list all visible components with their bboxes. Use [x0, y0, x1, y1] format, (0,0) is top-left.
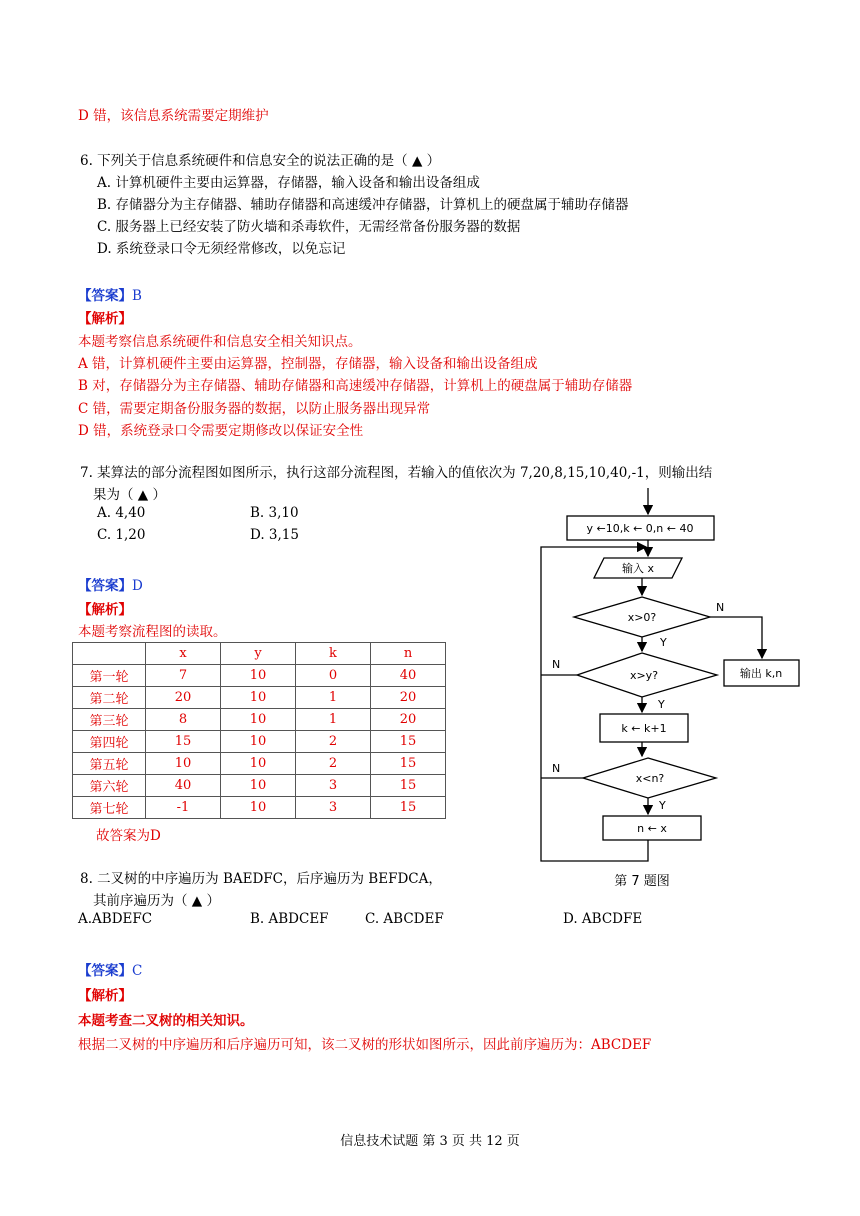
table-cell: 第五轮 [73, 753, 146, 775]
answer-value: D [132, 578, 143, 594]
q6-option-b: B. 存储器分为主存储器、辅助存储器和高速缓冲存储器，计算机上的硬盘属于辅助存储器 [97, 197, 629, 213]
q7-option-d: D. 3,15 [250, 527, 299, 543]
q7-option-b: B. 3,10 [250, 505, 299, 521]
table-cell: 15 [371, 753, 446, 775]
table-cell: 10 [221, 665, 296, 687]
q8-analysis-bold: 本题考查二叉树的相关知识。 [78, 1013, 254, 1029]
q6-analysis-line: A 错，计算机硬件主要由运算器，控制器，存储器，输入设备和输出设备组成 [78, 356, 538, 372]
yes-label: Y [660, 636, 667, 649]
q8-option-c: C. ABCDEF [365, 911, 444, 927]
init-text: y ←10,k ← 0,n ← 40 [586, 522, 694, 535]
table-cell: 8 [146, 709, 221, 731]
page-footer: 信息技术试题 第 3 页 共 12 页 [340, 1134, 520, 1149]
table-cell: 10 [221, 775, 296, 797]
table-cell: 1 [296, 709, 371, 731]
cond1-text: x>0? [627, 611, 657, 624]
q6-analysis-line: B 对，存储器分为主存储器、辅助存储器和高速缓冲存储器，计算机上的硬盘属于辅助存储器 [78, 378, 633, 394]
table-cell: 第四轮 [73, 731, 146, 753]
table-cell: -1 [146, 797, 221, 819]
q7-option-a: A. 4,40 [97, 505, 146, 521]
table-cell: 10 [221, 709, 296, 731]
table-cell: 15 [371, 797, 446, 819]
table-cell: 10 [221, 731, 296, 753]
q6-analysis-line: 本题考察信息系统硬件和信息安全相关知识点。 [78, 334, 362, 350]
table-cell: 第二轮 [73, 687, 146, 709]
table-row [73, 687, 446, 709]
no-label: N [552, 658, 561, 671]
table-cell: 3 [296, 797, 371, 819]
q8-option-b: B. ABDCEF [250, 911, 329, 927]
table-cell: 第六轮 [73, 775, 146, 797]
q6-analysis-line: C 错，需要定期备份服务器的数据，以防止服务器出现异常 [78, 401, 431, 417]
answer-value: B [132, 288, 142, 304]
q7-stem-line1: 7. 某算法的部分流程图如图所示，执行这部分流程图，若输入的值依次为 7,20,8,15,10,40,-1，则输出结 [80, 465, 713, 481]
table-cell: 第七轮 [73, 797, 146, 819]
table-cell: 7 [146, 665, 221, 687]
table-cell: 10 [221, 797, 296, 819]
q6-analysis-tag: 【解析】 [78, 311, 132, 327]
q8-analysis-tag: 【解析】 [78, 988, 132, 1004]
table-cell: 2 [296, 731, 371, 753]
flowchart [538, 488, 808, 898]
table-row [73, 753, 446, 775]
table-cell: 1 [296, 687, 371, 709]
table-header-cell: y [221, 643, 296, 665]
no-label: N [716, 601, 725, 614]
table-row [73, 775, 446, 797]
table-header-cell: n [371, 643, 446, 665]
table-cell: 10 [146, 753, 221, 775]
table-header-cell: x [146, 643, 221, 665]
q8-option-a: A.ABDEFC [78, 911, 153, 927]
table-cell: 15 [371, 731, 446, 753]
q7-conclusion: 故答案为D [96, 828, 161, 844]
table-cell: 15 [371, 775, 446, 797]
table-cell: 20 [371, 709, 446, 731]
table-cell: 10 [221, 753, 296, 775]
answer-tag: 【答案】 [78, 963, 132, 979]
yes-label: Y [659, 799, 666, 812]
answer-tag: 【答案】 [78, 288, 132, 304]
loop-back-arrow [541, 547, 648, 861]
table-cell: 20 [146, 687, 221, 709]
table-cell: 40 [146, 775, 221, 797]
input-text: 输入 x [621, 562, 655, 575]
cond2-text: x>y? [629, 669, 659, 682]
table-cell: 40 [371, 665, 446, 687]
table-cell: 3 [296, 775, 371, 797]
q8-stem-line2: 其前序遍历为（ ▲ ） [93, 893, 220, 909]
no-label: N [552, 762, 561, 775]
q7-analysis-tag: 【解析】 [78, 602, 132, 618]
table-cell: 10 [221, 687, 296, 709]
answer-value: C [132, 963, 143, 979]
q6-option-c: C. 服务器上已经安装了防火墙和杀毒软件，无需经常备份服务器的数据 [97, 219, 521, 235]
q6-option-a: A. 计算机硬件主要由运算器，存储器，输入设备和输出设备组成 [97, 175, 480, 191]
q8-analysis-text: 根据二叉树的中序遍历和后序遍历可知，该二叉树的形状如图所示，因此前序遍历为：ABCDEF [78, 1037, 652, 1053]
table-cell: 第一轮 [73, 665, 146, 687]
output-text: 输出 k,n [739, 667, 783, 680]
table-row [73, 731, 446, 753]
table-header-cell: k [296, 643, 371, 665]
table-header-row [73, 643, 446, 665]
table-row [73, 665, 446, 687]
answer-tag: 【答案】 [78, 578, 132, 594]
table-row [73, 709, 446, 731]
table-cell: 第三轮 [73, 709, 146, 731]
q8-answer [78, 959, 142, 979]
step-n-text: n ← x [637, 822, 667, 835]
table-cell: 15 [146, 731, 221, 753]
q6-option-d: D. 系统登录口令无须经常修改，以免忘记 [97, 241, 346, 257]
yes-label: Y [658, 698, 665, 711]
q7-analysis-text: 本题考察流程图的读取。 [78, 624, 227, 640]
table-cell: 0 [296, 665, 371, 687]
q6-answer [78, 284, 142, 304]
q6-stem: 6. 下列关于信息系统硬件和信息安全的说法正确的是（ ▲ ） [80, 153, 441, 169]
trace-table [72, 642, 446, 819]
q8-stem-line1: 8. 二叉树的中序遍历为 BAEDFC，后序遍历为 BEFDCA， [80, 871, 442, 887]
q8-option-d: D. ABCDFE [563, 911, 643, 927]
table-cell: 20 [371, 687, 446, 709]
table-row [73, 797, 446, 819]
flow-arrow [710, 617, 762, 658]
q7-option-c: C. 1,20 [97, 527, 146, 543]
table-cell: 2 [296, 753, 371, 775]
flowchart-caption: 第 7 题图 [614, 874, 670, 889]
table-header-cell [73, 643, 146, 665]
prev-answer-line: D 错，该信息系统需要定期维护 [78, 108, 269, 124]
step-k-text: k ← k+1 [621, 722, 667, 735]
q7-stem-line2: 果为（ ▲ ） [93, 487, 166, 503]
q6-analysis-line: D 错，系统登录口令需要定期修改以保证安全性 [78, 423, 364, 439]
cond3-text: x<n? [635, 772, 665, 785]
q7-answer [78, 574, 143, 594]
